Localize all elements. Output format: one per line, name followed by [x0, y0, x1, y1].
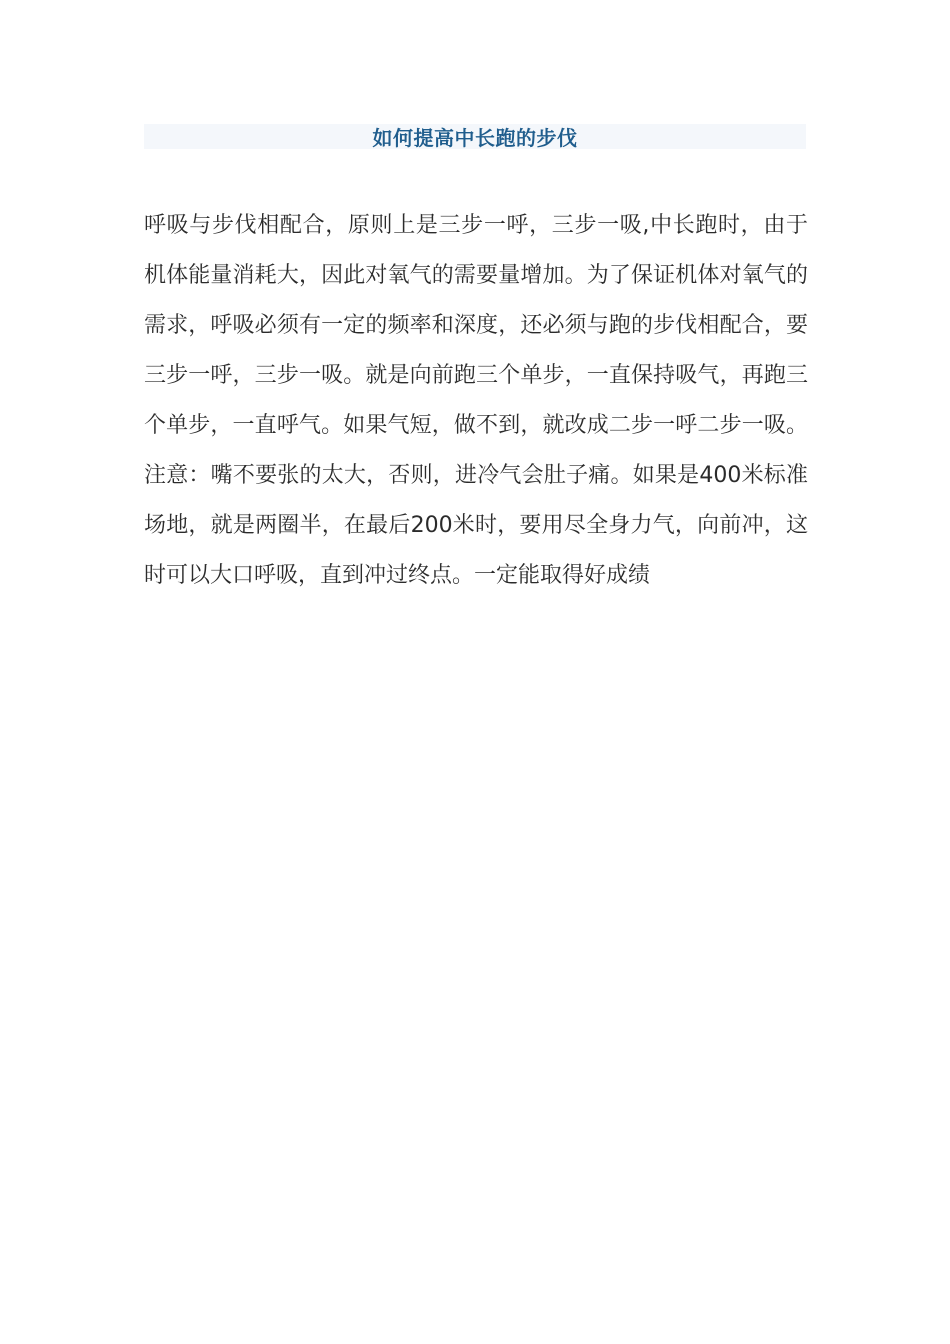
body-paragraph: 呼吸与步伐相配合，原则上是三步一呼，三步一吸,中长跑时，由于机体能量消耗大，因此对氧气的需要量增加。为了保证机体对氧气的需求，呼吸必须有一定的频率和深度，还必须与跑的步伐相配合，要三步一呼，三步一吸。就是向前跑三个单步，一直保持吸气，再跑三个单步，一直呼气。如果气短，做不到，就改成二步一呼二步一吸。注意：嘴不要张的太大，否则，进冷气会肚子痛。如果是400米标准场地，就是两圈半，在最后200米时，要用尽全身力气，向前冲，这时可以大口呼吸，直到冲过终点。一定能取得好成绩 — [144, 213, 808, 588]
title-banner — [144, 124, 806, 149]
document-title: 如何提高中长跑的步伐 — [372, 126, 578, 150]
